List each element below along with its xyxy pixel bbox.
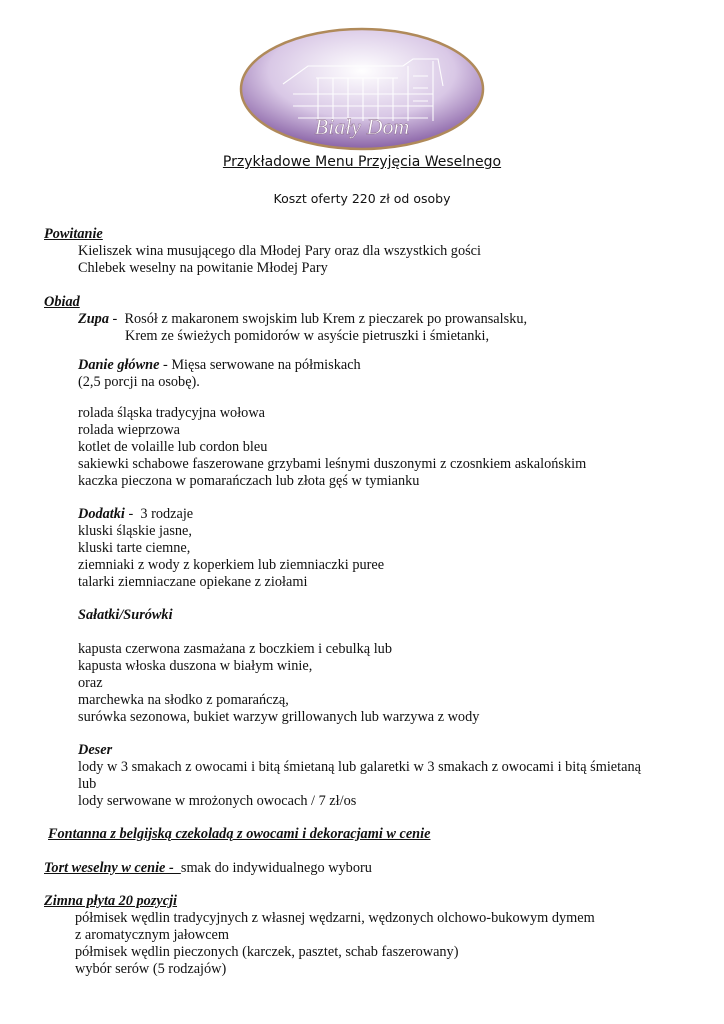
list-item: kluski śląskie jasne, (78, 523, 192, 539)
section-heading-zimna-plyta: Zimna płyta 20 pozycji (44, 893, 178, 909)
zupa-option-2: Krem ze świeżych pomidorów w asyście pietruszki i śmietanki, (125, 328, 490, 344)
list-item: wybór serów (5 rodzajów) (75, 961, 227, 977)
danie-glowne-note: (2,5 porcji na osobę). (78, 374, 200, 390)
list-item: kaczka pieczona w pomarańczach lub złota gęś w tymianku (78, 473, 420, 489)
zupa-label: Zupa (78, 311, 109, 327)
zupa-option-1: Rosół z makaronem swojskim lub Krem z pieczarek po prowansalsku, (124, 311, 528, 327)
list-item: półmisek wędlin tradycyjnych z własnej wędzarni, wędzonych olchowo-bukowym dymem (75, 910, 595, 926)
dodatki-line (78, 506, 193, 523)
section-heading-obiad: Obiad (44, 294, 80, 310)
list-item: z aromatycznym jałowcem (75, 927, 230, 943)
logo (238, 26, 486, 152)
list-item: sakiewki schabowe faszerowane grzybami leśnymi duszonymi z czosnkiem askalońskim (78, 456, 587, 472)
powitanie-line-2: Chlebek weselny na powitanie Młodej Pary (78, 260, 328, 276)
list-item: kapusta czerwona zasmażana z boczkiem i cebulką lub (78, 641, 392, 657)
page-title: Przykładowe Menu Przyjęcia Weselnego (222, 154, 502, 170)
list-item: kluski tarte ciemne, (78, 540, 191, 556)
list-item: lody serwowane w mrożonych owocach / 7 zł/os (78, 793, 357, 809)
dodatki-text: - 3 rodzaje (124, 506, 194, 522)
section-heading-powitanie: Powitanie (44, 226, 103, 242)
tort-label: Tort weselny w cenie - (44, 860, 181, 876)
list-item: rolada śląska tradycyjna wołowa (78, 405, 265, 421)
list-item: rolada wieprzowa (78, 422, 181, 438)
price-line: Koszt oferty 220 zł od osoby (273, 191, 451, 206)
salatki-label: Sałatki/Surówki (78, 607, 173, 623)
logo-graphic (238, 26, 486, 152)
list-item: lody w 3 smakach z owocami i bitą śmietaną lub galaretki w 3 smakach z owocami i bitą śmietaną (78, 759, 641, 775)
tort-text: smak do indywidualnego wyboru (180, 860, 372, 876)
section-heading-fontanna: Fontanna z belgijską czekoladą z owocami i dekoracjami w cenie (48, 826, 431, 842)
list-item: oraz (78, 675, 103, 691)
list-item: kotlet de volaille lub cordon bleu (78, 439, 268, 455)
danie-glowne-label: Danie główne (78, 357, 160, 373)
deser-label: Deser (78, 742, 113, 758)
danie-glowne-text: - Mięsa serwowane na półmiskach (159, 357, 361, 373)
list-item: półmisek wędlin pieczonych (karczek, pasztet, schab faszerowany) (75, 944, 459, 960)
list-item: surówka sezonowa, bukiet warzyw grillowanych lub warzywa z wody (78, 709, 480, 725)
logo-text: Biały Dom (314, 114, 410, 139)
zupa-separator: - (108, 311, 125, 327)
powitanie-line-1: Kieliszek wina musującego dla Młodej Pary oraz dla wszystkich gości (78, 243, 481, 259)
zupa-line (78, 311, 527, 328)
danie-glowne-line (78, 357, 361, 374)
list-item: marchewka na słodko z pomarańczą, (78, 692, 289, 708)
list-item: lub (78, 776, 97, 792)
list-item: ziemniaki z wody z koperkiem lub ziemniaczki puree (78, 557, 385, 573)
dodatki-label: Dodatki (78, 506, 125, 522)
list-item: talarki ziemniaczane opiekane z ziołami (78, 574, 308, 590)
tort-line (44, 860, 372, 877)
list-item: kapusta włoska duszona w białym winie, (78, 658, 313, 674)
